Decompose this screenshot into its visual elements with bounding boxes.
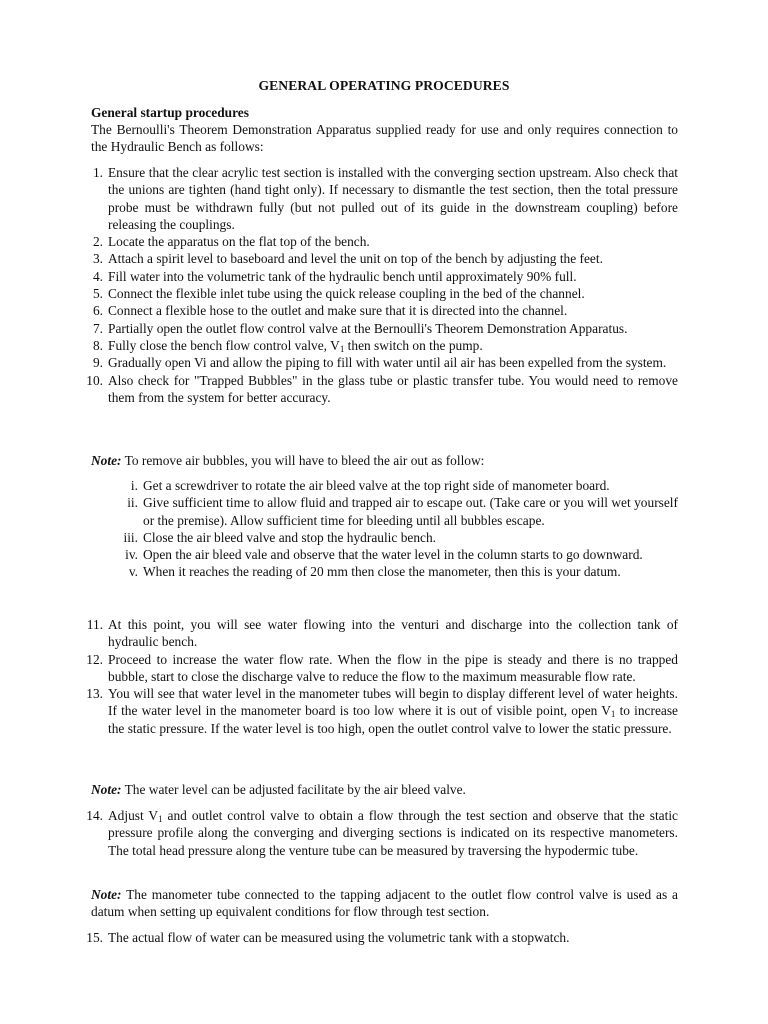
list-item — [0, 929, 678, 946]
steps-list-1-10 — [0, 164, 768, 406]
list-item-number: ii. — [127, 495, 138, 511]
list-item — [0, 302, 678, 319]
list-item — [0, 494, 678, 529]
list-item — [0, 320, 678, 337]
list-item — [0, 372, 678, 407]
list-item-number: 12. — [86, 651, 103, 667]
list-item-text: Gradually open Vi and allow the piping to fill with water until ail air has been expelled from the system. — [108, 355, 667, 371]
list-item-number: i. — [130, 478, 138, 493]
steps-list-15 — [0, 929, 768, 946]
bleeding-steps-list — [0, 477, 768, 581]
list-item-number: 7. — [92, 320, 103, 336]
list-item-text: Open the air bleed vale and observe that the water level in the column starts to go downward. — [143, 547, 643, 563]
list-item — [0, 164, 678, 233]
list-item — [0, 529, 678, 546]
note-label: Note: — [91, 887, 122, 902]
note-text: To remove air bubbles, you will have to bleed the air out as follow: — [121, 453, 485, 468]
steps-list-11-13 — [0, 616, 768, 737]
list-item-text: Partially open the outlet flow control valve at the Bernoulli's Theorem Demonstration Apparatus. — [108, 320, 628, 336]
list-item — [0, 268, 678, 285]
note-label: Note: — [91, 782, 122, 797]
note-water-level — [91, 781, 678, 798]
note-text: The water level can be adjusted facilitate by the air bleed valve. — [121, 782, 466, 797]
list-item — [0, 233, 678, 250]
list-item — [0, 337, 678, 354]
list-item-text: Close the air bleed valve and stop the hydraulic bench. — [143, 529, 437, 545]
list-item-number: 1. — [92, 165, 103, 180]
list-item-text: Get a screwdriver to rotate the air bleed valve at the top right side of manometer board. — [143, 478, 610, 493]
list-item-number: 5. — [92, 286, 103, 302]
list-item — [0, 354, 678, 371]
list-item-number: v. — [128, 564, 138, 580]
list-item-text: When it reaches the reading of 20 mm then close the manometer, then this is your datum. — [143, 564, 621, 580]
steps-list-14 — [0, 807, 768, 859]
list-item-text: Attach a spirit level to baseboard and level the unit on top of the bench by adjusting the feet. — [108, 251, 603, 267]
list-item-number: 13. — [86, 686, 103, 702]
list-item-number: iv. — [125, 547, 138, 563]
list-item-number: 8. — [92, 337, 103, 353]
list-item-number: iii. — [123, 529, 138, 545]
note-label: Note: — [91, 453, 122, 468]
list-item-text: Adjust $V_1$ and outlet control valve to obtain a flow through the test section and observe that the static pressure profile along the converging and diverging sections is indicated on its respective manometers. The total head pressure along the venture tube can be measured by traversing the hypodermic tube. — [108, 808, 678, 858]
list-item-text: Give sufficient time to allow fluid and trapped air to escape out. (Take care or you will wet yourself or the premise). Allow sufficient time for bleeding until all bubbles escape. — [143, 495, 678, 528]
list-item — [0, 685, 678, 737]
page-title: GENERAL OPERATING PROCEDURES — [258, 78, 510, 93]
list-item-number: 4. — [92, 268, 103, 284]
list-item-text: Also check for "Trapped Bubbles" in the glass tube or plastic transfer tube. You would need to remove them from the system for better accuracy. — [108, 372, 678, 405]
list-item-number: 14. — [86, 808, 103, 823]
list-item-text: Connect the flexible inlet tube using the quick release coupling in the bed of the channel. — [108, 286, 585, 302]
list-item-text: Fully close the bench flow control valve, $V_1$ then switch on the pump. — [108, 337, 483, 354]
list-item-number: 11. — [86, 617, 103, 632]
list-item-text: Proceed to increase the water flow rate. When the flow in the pipe is steady and there is no trapped bubble, start to close the discharge valve to reduce the flow to the maximum measurable flow rate. — [108, 651, 678, 684]
list-item-number: 6. — [92, 303, 103, 319]
note-text: The manometer tube connected to the tapping adjacent to the outlet flow control valve is used as a datum when setting up equivalent conditions for flow through test section. — [91, 887, 678, 920]
list-item-text: Connect a flexible hose to the outlet and make sure that it is directed into the channel. — [108, 303, 568, 319]
list-item-text: The actual flow of water can be measured using the volumetric tank with a stopwatch. — [108, 930, 570, 945]
list-item-text: You will see that water level in the manometer tubes will begin to display different level of water heights. If the water level in the manometer board is too low where it is out of visible point, open $V_1$ to increase the static pressure. If the water level is too high, open the outlet control valve to lower the static pressure. — [108, 686, 678, 736]
intro-paragraph: The Bernoulli's Theorem Demonstration Apparatus supplied ready for use and only requires connection to the Hydraulic Bench as follows: — [91, 122, 678, 155]
note-datum — [91, 886, 678, 921]
list-item-text: Ensure that the clear acrylic test section is installed with the converging section upstream. Also check that the unions are tighten (hand tight only). If necessary to dismantle the test section, then the total pressure probe must be withdrawn fully (but not pulled out of its guide in the downstream coupling) before releasing the couplings. — [108, 165, 678, 232]
list-item-text: Fill water into the volumetric tank of the hydraulic bench until approximately 90% full. — [108, 268, 577, 284]
list-item — [0, 285, 678, 302]
list-item-text: Locate the apparatus on the flat top of the bench. — [108, 234, 370, 250]
list-item-text: At this point, you will see water flowing into the venturi and discharge into the collection tank of hydraulic bench. — [108, 617, 678, 650]
list-item-number: 9. — [92, 355, 103, 371]
list-item — [0, 546, 678, 563]
list-item — [0, 250, 678, 267]
list-item — [0, 616, 678, 651]
list-item-number: 10. — [86, 372, 103, 388]
list-item — [0, 563, 678, 580]
section-heading: General startup procedures — [91, 105, 249, 120]
list-item-number: 3. — [92, 251, 103, 267]
list-item — [0, 651, 678, 686]
note-air-bubbles — [91, 452, 678, 469]
list-item-number: 15. — [86, 930, 103, 945]
list-item-number: 2. — [92, 234, 103, 250]
list-item — [0, 807, 678, 859]
list-item — [0, 477, 678, 494]
